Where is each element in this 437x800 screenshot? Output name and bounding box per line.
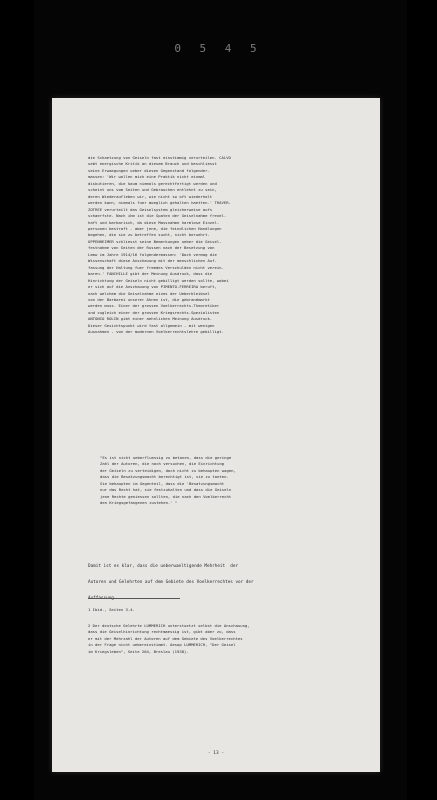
closing-paragraph: Damit ist es klar, dass die ueberwaeltigende Mehrheit der Autoren und Gelehrten auf dem Gebiete des Voelkerrechtes vor der Auffassung <box>88 564 254 601</box>
footnote-1: 1 Ibid., Seiten 3-4. <box>88 607 135 612</box>
document-page <box>52 98 380 772</box>
footnote-2: 2 Der deutsche Gelehrte LUMMERICH unterstuetzt selbst die Anschauung, dass die Geiselhinrichtung rechtmaessig ist, gibt aber zu, dass er mit der Mehrzahl der Autoren auf dem Gebiete des Voelkerrechtes in der Frage nicht uebereinstimmt. Aesop LUMMERICH, "Der Geisel im Kriegsleben", Seite 264, Breslau (1938). <box>88 623 250 654</box>
page-number: - 13 - <box>207 751 225 756</box>
film-border-right <box>407 0 437 800</box>
main-paragraph: die Schaetzung von Geiseln fast einstimmig verurteilen. CALVO uebt energische Kritik an diesem Brauch und beschliesst seine Erwaegungen ueber diesen Gegenstand folgender- massen: 'Wir wollen mich eine Praktik nicht einmal diskutieren, die kaum niemals gerechtfertigt werden und scheint uns vom Seiten und Gebrauchen entlehnt zu sein, deren Wiederaufleben wir, wie nicht so oft wiederholt werden kann, niemals fuer moeglich gehalten haetten.' TRAVER- ZOTREE verurteilt das Geiselsystem gleicherweise aufs schaerfste. Nach ihm ist die Spaten der Geiselnahme frevel- haft und barbarisch, da diese Massnahme harmlose Einzel- personen bestraft - aber jene, die feindlichen Handlungen begehen, die sie zu betreffen sucht, nicht beruehrt. OPPENHEIMER schliesst seine Bemerkungen ueber die Geisel- festnahme von Seiten der Russen nach der Besetzung von Lemw im Jahre 1914/16 folgendermassen: 'Doch vermag die Wissenschaft diese Anschauung mit der menschlichen Auf- fassung der Haltung fuer fremdes Verschulden nicht verein- baren.' FANCHILLE gibt der Meinung Ausdruck, dass die Hinrichtung der Geiseln nicht gebilligt werden sollte, wobei er sich auf die Anschauung von PIMENTO-FERREIRA beruft, nach welchem die Geiselnahme eines der Ueberbleibsel von der Barbarei unserer Ahnen ist, die gebrandmarkt werden muss. Einer der grossen Voelkerrechts-Theoretiker und zugleich einer der grossen Kriegsrechts-Spezialisten ANTONIO ROLIN gibt einer aehnlichen Meinung Ausdruck. Dieser Gesichtspunkt wird fast allgemein - mit wenigen Ausnahmen - von der modernen Voelkerrechtslehre gebilligt. <box>88 155 231 335</box>
footnote-divider <box>88 598 180 599</box>
film-border-left <box>0 0 34 800</box>
block-quote: "Es ist nicht ueberfluessig zu betonen, dass die geringe Zahl der Autoren, die noch versuchen, die Einrichtung der Geiseln zu verteidigen, doch nicht zu behaupten wagen, dass die Besatzungsmacht berechtigt ist, sie zu toeten. Sie behaupten im Gegenteil, dass die 'Besatzungsmacht nur das Recht hat, sie festzuhalten und dass die Geiseln jene Rechte geniessen sollten, die nach den Voelkerrecht den Kriegsgefangenen zustehen.' " <box>100 455 236 506</box>
microfilm-frame-number: 0 5 4 5 <box>174 42 263 55</box>
